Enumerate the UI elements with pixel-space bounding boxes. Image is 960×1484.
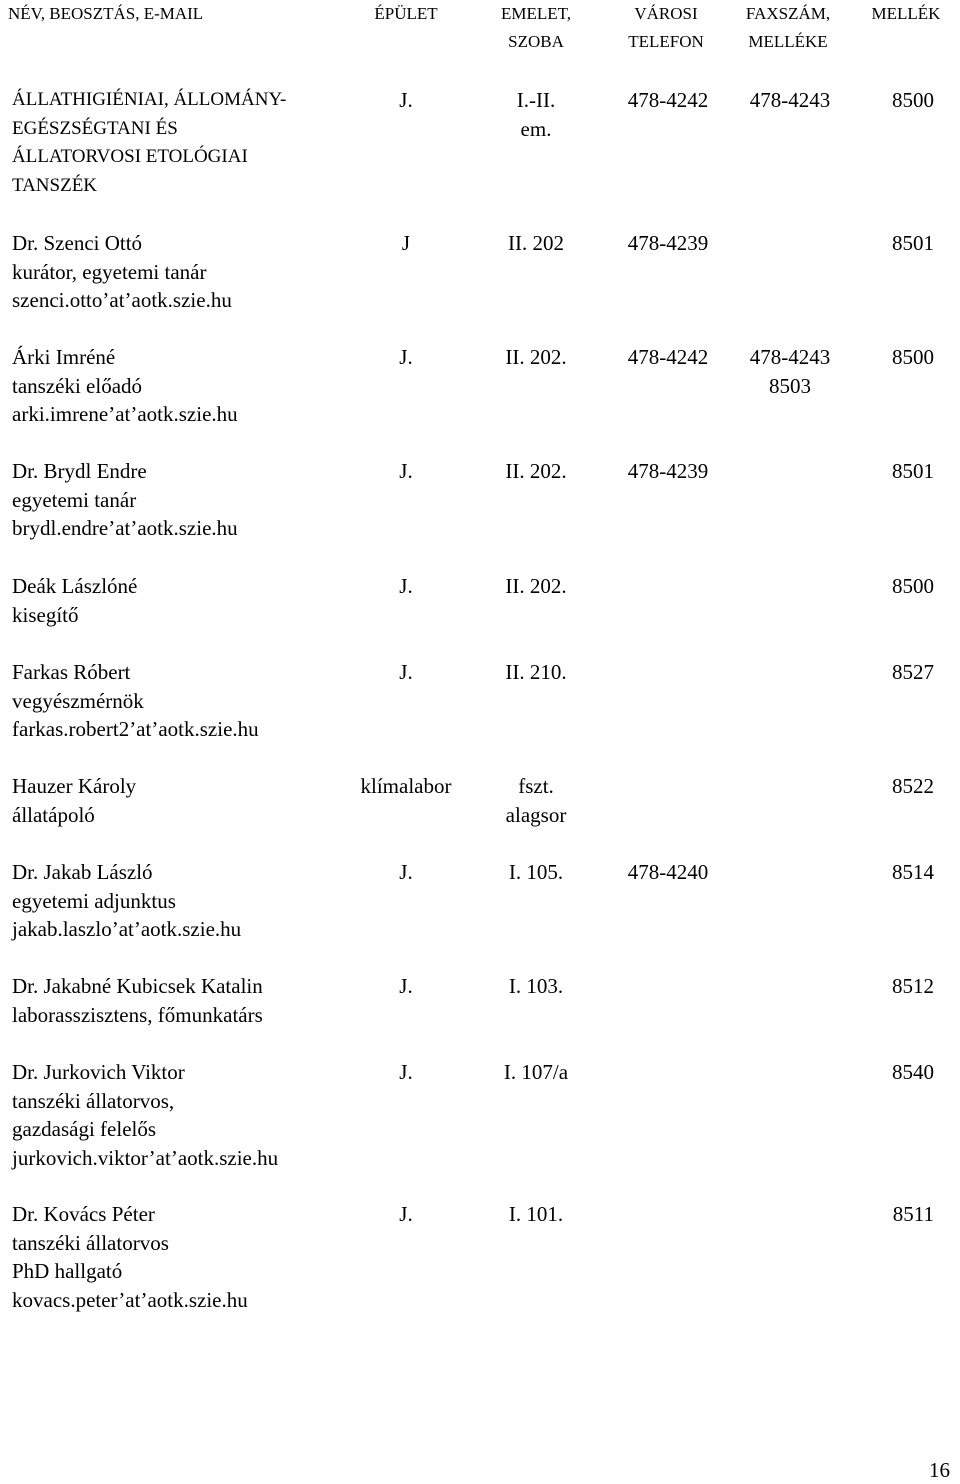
extension-cell: 8512 [892, 974, 934, 998]
building-cell: J. [399, 1202, 413, 1226]
extension-cell: 8514 [892, 860, 934, 884]
fax-cell [736, 343, 844, 400]
building-cell: J. [399, 459, 413, 483]
header-name: NÉV, BEOSZTÁS, E-MAIL [8, 4, 204, 23]
floor-room-cell-line: II. 202 [508, 231, 564, 255]
building-cell: J. [399, 88, 413, 112]
fax-cell [736, 86, 844, 115]
floor-room-cell [486, 457, 586, 486]
staff-name [12, 658, 259, 744]
floor-room-cell-line: I. 101. [508, 1202, 564, 1226]
floor-room-cell [486, 572, 586, 601]
building-cell: J [401, 231, 411, 255]
fax-cell-line: 478-4243 [749, 345, 831, 369]
staff-name [12, 343, 238, 429]
fax-cell-line: 8503 [769, 373, 811, 398]
staff-name-line: vegyészmérnök [12, 688, 144, 713]
phone-cell: 478-4239 [627, 231, 709, 255]
staff-name [12, 1058, 278, 1172]
building-cell: J. [399, 974, 413, 998]
staff-name-line: szenci.otto’at’aotk.szie.hu [12, 288, 232, 312]
extension-cell: 8511 [892, 1202, 934, 1226]
phone-cell: 478-4242 [627, 88, 709, 112]
building-cell: J. [399, 574, 413, 598]
floor-room-cell [486, 1058, 586, 1087]
staff-name-line: brydl.endre’at’aotk.szie.hu [12, 516, 238, 540]
staff-name-line: TANSZÉK [12, 174, 98, 196]
staff-name [12, 972, 263, 1029]
floor-room-cell [486, 658, 586, 687]
staff-name-line: Árki Imréné [12, 345, 116, 369]
floor-room-cell-line: II. 202. [505, 574, 567, 598]
staff-name [12, 1200, 248, 1314]
staff-name-line: ÁLLATHIGIÉNIAI, ÁLLOMÁNY- [12, 89, 287, 110]
floor-room-cell [486, 972, 586, 1001]
building-cell: J. [399, 660, 413, 684]
extension-cell: 8501 [892, 459, 934, 483]
staff-name-line: Dr. Szenci Ottó [12, 231, 143, 255]
staff-name-line: Dr. Kovács Péter [12, 1202, 155, 1226]
floor-room-cell-line: II. 202. [505, 459, 567, 483]
floor-room-cell-line: I. 103. [508, 974, 564, 998]
staff-name-line: arki.imrene’at’aotk.szie.hu [12, 402, 238, 426]
extension-cell: 8540 [892, 1060, 934, 1084]
building-cell: J. [399, 345, 413, 369]
table-header [0, 0, 960, 60]
staff-name-line: kisegítő [12, 602, 79, 627]
floor-room-cell-line: II. 202. [505, 345, 567, 369]
extension-cell: 8500 [892, 88, 934, 112]
staff-name-line: laborasszisztens, főmunkatárs [12, 1002, 263, 1027]
staff-name-line: állatápoló [12, 802, 95, 827]
staff-name-line: tanszéki előadó [12, 373, 143, 398]
floor-room-cell-line: I. 105. [508, 860, 564, 884]
phone-cell: 478-4242 [627, 345, 709, 369]
floor-room-cell [486, 343, 586, 372]
staff-name [12, 229, 232, 315]
staff-name-line: PhD hallgató [12, 1259, 123, 1283]
header-building: ÉPÜLET [374, 4, 438, 23]
staff-name-line: ÁLLATORVOSI ETOLÓGIAI [12, 146, 248, 167]
staff-name [12, 457, 238, 543]
floor-room-cell [486, 772, 586, 829]
staff-name-line: Dr. Brydl Endre [12, 459, 147, 483]
staff-name-line: kurátor, egyetemi tanár [12, 259, 207, 284]
fax-cell-line: 478-4243 [749, 88, 831, 112]
staff-name-line: egyetemi tanár [12, 487, 137, 512]
staff-name-line: Dr. Jakabné Kubicsek Katalin [12, 974, 263, 998]
floor-room-cell-line: I. 107/a [503, 1060, 569, 1084]
header-phone: VÁROSI TELEFON [628, 4, 704, 51]
extension-cell: 8500 [892, 574, 934, 598]
phone-cell: 478-4239 [627, 459, 709, 483]
staff-name-line: Hauzer Károly [12, 774, 137, 798]
staff-name-line: jakab.laszlo’at’aotk.szie.hu [12, 917, 242, 941]
building-cell: J. [399, 860, 413, 884]
staff-name [12, 772, 136, 829]
floor-room-cell-line: I.-II. [516, 88, 556, 112]
staff-name-line: tanszéki állatorvos, [12, 1088, 175, 1113]
staff-name-line: kovacs.peter’at’aotk.szie.hu [12, 1287, 248, 1312]
extension-cell: 8522 [892, 774, 934, 798]
phone-cell: 478-4240 [627, 860, 709, 884]
extension-cell: 8501 [892, 231, 934, 255]
page-number: 16 [929, 1458, 950, 1482]
staff-name-line: Farkas Róbert [12, 660, 131, 684]
staff-name [12, 86, 286, 200]
staff-name-line: gazdasági felelős [12, 1117, 157, 1141]
staff-name-line: jurkovich.viktor’at’aotk.szie.hu [12, 1145, 279, 1170]
staff-name-line: egyetemi adjunktus [12, 888, 176, 913]
floor-room-cell [486, 1200, 586, 1229]
floor-room-cell-line: em. [520, 116, 552, 141]
staff-name-line: farkas.robert2’at’aotk.szie.hu [12, 717, 259, 741]
header-extension: MELLÉK [871, 4, 941, 23]
header-fax: FAXSZÁM, MELLÉKE [745, 4, 831, 51]
staff-name-line: Dr. Jurkovich Viktor [12, 1060, 185, 1084]
header-floor: EMELET, SZOBA [500, 4, 572, 51]
building-cell: J. [399, 1060, 413, 1084]
floor-room-cell [486, 858, 586, 887]
staff-name [12, 858, 241, 944]
extension-cell: 8500 [892, 345, 934, 369]
floor-room-cell-line: II. 210. [505, 660, 567, 684]
building-cell: klímalabor [360, 774, 452, 798]
floor-room-cell-line: fszt. [518, 774, 554, 798]
floor-room-cell [486, 86, 586, 143]
staff-name [12, 572, 137, 629]
floor-room-cell [486, 229, 586, 258]
staff-name-line: EGÉSZSÉGTANI ÉS [12, 117, 178, 139]
staff-name-line: Deák Lászlóné [12, 574, 138, 598]
floor-room-cell-line: alagsor [505, 802, 567, 827]
extension-cell: 8527 [892, 660, 934, 684]
staff-name-line: Dr. Jakab László [12, 860, 153, 884]
staff-name-line: tanszéki állatorvos [12, 1230, 169, 1255]
